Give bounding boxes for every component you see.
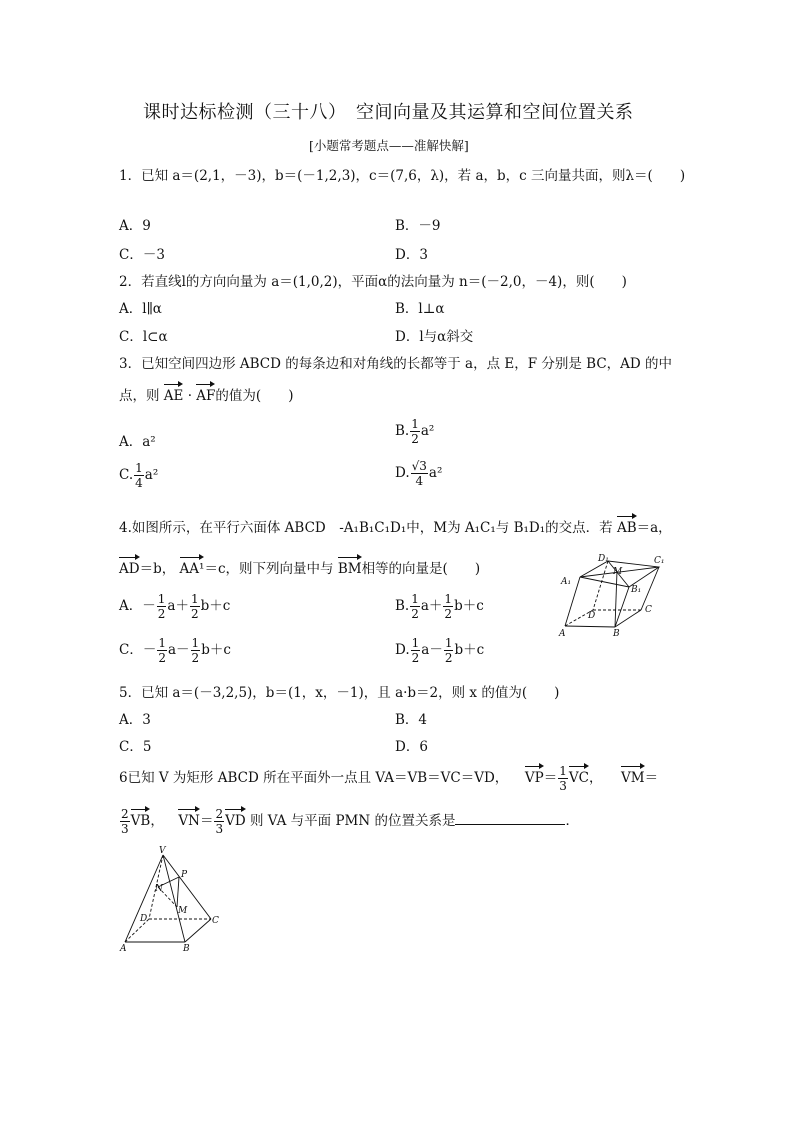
vector-ad: AD [119,557,140,577]
label-a: A [120,944,127,954]
vector-vp: VP [525,766,544,786]
question-1-option-a[interactable]: A．9 [119,218,151,234]
label-b1: B₁ [631,585,642,595]
fraction: $\frac{√3}{4}$ [411,459,427,488]
vector-vd: VD [225,809,246,829]
question-4-option-d[interactable]: D. $\frac{1}{2}$ a－ $\frac{1}{2}$ b＋c [395,636,485,665]
label-a1: A₁ [561,577,572,587]
answer-blank[interactable] [455,812,565,825]
question-4-option-c[interactable]: C．－ $\frac{1}{2}$ a－ $\frac{1}{2}$ b＋c [119,636,231,665]
label-m: M [613,567,623,577]
question-3-stem-line2 [119,384,293,404]
question-2-option-c[interactable]: C．l⊂α [119,329,168,345]
question-3-stem-line1: 3．已知空间四边形 ABCD 的每条边和对角线的长都等于 a，点 E，F 分别是 BC，AD 的中 [119,356,673,372]
label-d1: D₁ [598,554,609,564]
label-m: M [178,906,188,916]
question-4-stem-line2: AD＝b， AA¹＝c，则下列向量中与 BM相等的向量是( ) [119,557,480,577]
label-d: D [588,611,596,621]
question-5-option-d[interactable]: D．6 [395,739,428,755]
question-5-option-a[interactable]: A．3 [119,712,151,728]
vector-af: AF [196,384,215,404]
dot-operator: · [187,388,192,404]
question-1-option-b[interactable]: B．－9 [395,218,441,234]
label-c: C [645,605,652,615]
question-3-option-c[interactable]: C. $\frac{1}{4}$ a² [119,461,159,490]
vector-aa1: AA¹ [180,557,205,577]
question-4-option-b[interactable]: B. $\frac{1}{2}$ a＋ $\frac{1}{2}$ b＋c [395,592,484,621]
label-d: D [140,914,148,924]
vector-vb: VB [131,809,151,829]
vector-ae: AE [164,384,184,404]
question-1-option-d[interactable]: D．3 [395,247,428,263]
vector-bm: BM [338,557,362,577]
fraction: $\frac{1}{4}$ [135,461,143,490]
pyramid-figure [115,843,225,955]
question-5-stem: 5．已知 a＝(－3,2,5)，b＝(1，x，－1)，且 a·b＝2，则 x 的值为( ) [119,685,560,701]
label-v: V [159,846,166,856]
question-6-stem-line1: 6已知 V 为矩形 ABCD 所在平面外一点且 VA＝VB＝VC＝VD， VP＝ $\frac{1}{3}$ VC， VM＝ [119,764,659,793]
question-4-option-a[interactable]: A．－ $\frac{1}{2}$ a＋ $\frac{1}{2}$ b＋c [119,592,231,621]
page-title: 课时达标检测（三十八） 空间向量及其运算和空间位置关系 [143,102,634,123]
vector-vm: VM [621,766,645,786]
question-4-stem-line1: 4.如图所示，在平行六面体 ABCD -A₁B₁C₁D₁中，M为 A₁C₁与 B₁D₁的交点．若 AB＝a， [119,516,672,536]
label-b: B [183,944,190,954]
question-1-stem: 1．已知 a＝(2,1，－3)，b＝(－1,2,3)，c＝(7,6，λ)，若 a，b，c 三向量共面，则λ＝( ) [119,168,686,184]
question-2-option-d[interactable]: D．l与α斜交 [395,329,474,345]
vector-vc: VC [569,766,589,786]
q3-text-pre: 点，则 [119,388,164,404]
question-2-stem: 2．若直线l的方向向量为 a＝(1,0,2)，平面α的法向量为 n＝(－2,0，－4)，则( ) [119,274,627,290]
label-b: B [613,629,620,639]
label-n: N [155,884,163,894]
question-1-option-c[interactable]: C．－3 [119,247,165,263]
page-subtitle: [小题常考题点——准解快解] [309,138,469,153]
parallelepiped-figure [555,552,670,640]
vector-ab: AB [617,516,637,536]
question-5-option-c[interactable]: C．5 [119,739,152,755]
question-2-option-b[interactable]: B．l⊥α [395,301,445,317]
vector-vn: VN [178,809,200,829]
label-p: P [181,870,188,880]
label-c: C [212,916,219,926]
question-3-option-d[interactable]: D. $\frac{√3}{4}$ a² [395,459,443,488]
fraction: $\frac{1}{2}$ [411,417,419,446]
question-6-stem-line2: $\frac{2}{3}$ VB， VN＝ $\frac{2}{3}$ VD 则 VA 与平面 PMN 的位置关系是 ． [121,807,579,836]
question-5-option-b[interactable]: B．4 [395,712,428,728]
question-3-option-a[interactable]: A．a² [119,434,156,450]
label-c1: C₁ [654,556,665,566]
label-a: A [559,629,566,639]
q3-text-post: 的值为( ) [215,388,294,404]
question-2-option-a[interactable]: A．l∥α [119,301,162,317]
question-3-option-b[interactable]: B. $\frac{1}{2}$ a² [395,417,435,446]
